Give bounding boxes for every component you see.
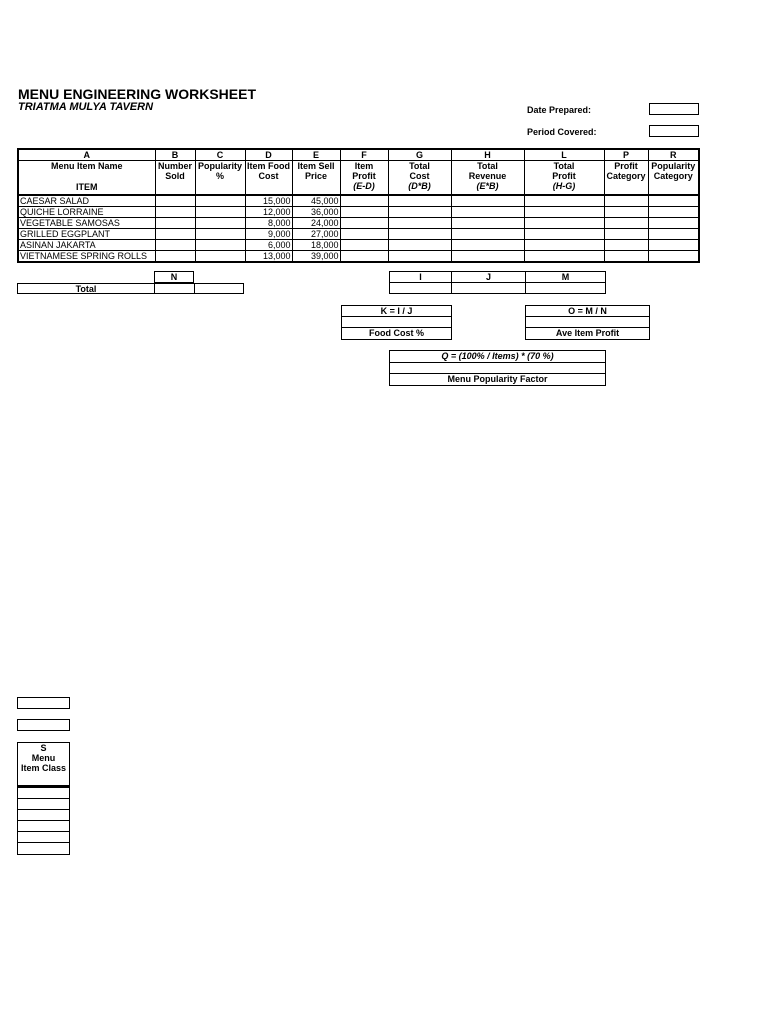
column-letter: L <box>524 149 604 161</box>
column-header <box>604 161 648 196</box>
menu-item-class-header <box>17 742 70 787</box>
item-name: QUICHE LORRAINE <box>18 207 155 218</box>
item-food-cost: 13,000 <box>245 251 292 263</box>
item-name: VIETNAMESE SPRING ROLLS <box>18 251 155 263</box>
number-sold-cell[interactable] <box>155 218 195 229</box>
column-header <box>18 161 155 196</box>
column-letter: E <box>292 149 340 161</box>
total-cost-cell[interactable] <box>388 229 451 240</box>
column-letter: R <box>648 149 699 161</box>
column-header <box>451 161 524 196</box>
header-line: Item Class <box>20 763 67 773</box>
header-line: Category <box>653 171 693 181</box>
header-line: Price <box>304 171 328 181</box>
m-label: M <box>525 271 606 283</box>
column-header <box>388 161 451 196</box>
header-line: Item Food <box>247 161 290 171</box>
total-profit-cell[interactable] <box>524 240 604 251</box>
column-header <box>292 161 340 196</box>
menu-items-table <box>17 148 700 263</box>
total-revenue-cell[interactable] <box>451 251 524 263</box>
total-revenue-sum-cell[interactable] <box>451 282 526 294</box>
header-line: Number <box>157 161 192 171</box>
header-line: Cost <box>409 171 430 181</box>
header-line: Profit <box>352 171 376 181</box>
profit-category-cell[interactable] <box>604 207 648 218</box>
menu-popularity-formula-label: Q = (100% / Items) * (70 %) <box>389 350 606 363</box>
header-line: Total <box>477 161 498 171</box>
menu-item-class-cell[interactable] <box>17 842 70 855</box>
popularity-category-cell[interactable] <box>648 251 699 263</box>
header-formula: (H-G) <box>552 181 576 191</box>
header-line: Menu <box>31 753 56 763</box>
total-cost-sum-cell[interactable] <box>389 282 452 294</box>
blank-field[interactable] <box>17 719 70 731</box>
popularity-category-cell[interactable] <box>648 240 699 251</box>
popularity-category-cell[interactable] <box>648 218 699 229</box>
total-cost-cell[interactable] <box>388 207 451 218</box>
profit-category-cell[interactable] <box>604 195 648 207</box>
header-line: Item <box>354 161 374 171</box>
column-letter: C <box>195 149 245 161</box>
column-letter: H <box>451 149 524 161</box>
table-row <box>18 195 699 207</box>
header-line: Popularity <box>197 161 242 171</box>
popularity-category-cell[interactable] <box>648 207 699 218</box>
date-prepared-label: Date Prepared: <box>527 105 592 115</box>
column-header <box>648 161 699 196</box>
popularity-cell[interactable] <box>195 251 245 263</box>
item-name: VEGETABLE SAMOSAS <box>18 218 155 229</box>
header-line: Total <box>553 161 575 171</box>
header-line: Profit <box>614 161 638 171</box>
item-sell-price: 45,000 <box>292 195 340 207</box>
j-label: J <box>451 271 526 283</box>
header-line: Total <box>409 161 430 171</box>
item-profit-cell[interactable] <box>340 207 388 218</box>
item-sell-price: 36,000 <box>292 207 340 218</box>
item-food-cost: 15,000 <box>245 195 292 207</box>
food-cost-label: Food Cost % <box>341 327 452 340</box>
column-letter: S <box>40 743 47 753</box>
item-name: GRILLED EGGPLANT <box>18 229 155 240</box>
total-label: Total <box>17 283 155 294</box>
total-cost-cell[interactable] <box>388 218 451 229</box>
date-prepared-field[interactable] <box>649 103 699 115</box>
menu-popularity-factor-label: Menu Popularity Factor <box>389 373 606 386</box>
item-profit-cell[interactable] <box>340 195 388 207</box>
column-header <box>340 161 388 196</box>
popularity-cell[interactable] <box>195 218 245 229</box>
i-label: I <box>389 271 452 283</box>
number-sold-cell[interactable] <box>155 240 195 251</box>
header-line: Profit <box>552 171 576 181</box>
total-number-sold-cell[interactable] <box>154 283 195 294</box>
number-sold-cell[interactable] <box>155 251 195 263</box>
column-letter: A <box>18 149 155 161</box>
header-line: Popularity <box>651 161 696 171</box>
column-letter: F <box>340 149 388 161</box>
item-food-cost: 9,000 <box>245 229 292 240</box>
column-header <box>155 161 195 196</box>
item-profit-cell[interactable] <box>340 240 388 251</box>
column-letter: G <box>388 149 451 161</box>
item-sell-price: 27,000 <box>292 229 340 240</box>
item-profit-cell[interactable] <box>340 218 388 229</box>
restaurant-name: TRIATMA MULYA TAVERN <box>18 101 154 113</box>
profit-category-cell[interactable] <box>604 251 648 263</box>
total-profit-sum-cell[interactable] <box>525 282 606 294</box>
item-sell-price: 39,000 <box>292 251 340 263</box>
item-sell-price: 18,000 <box>292 240 340 251</box>
popularity-cell[interactable] <box>195 195 245 207</box>
popularity-category-cell[interactable] <box>648 229 699 240</box>
item-name: CAESAR SALAD <box>18 195 155 207</box>
header-formula: (D*B) <box>408 181 431 191</box>
total-cost-cell[interactable] <box>388 240 451 251</box>
total-revenue-cell[interactable] <box>451 240 524 251</box>
header-line: Sold <box>165 171 185 181</box>
popularity-cell[interactable] <box>195 229 245 240</box>
worksheet-title: MENU ENGINEERING WORKSHEET <box>18 86 257 102</box>
profit-category-cell[interactable] <box>604 229 648 240</box>
header-line: ITEM <box>76 182 98 192</box>
number-sold-cell[interactable] <box>155 207 195 218</box>
header-line: Category <box>606 171 646 181</box>
table-row <box>18 229 699 240</box>
header-line: Item Sell <box>297 161 335 171</box>
header-line: Revenue <box>468 171 507 181</box>
period-covered-field[interactable] <box>649 125 699 137</box>
header-line <box>20 171 154 182</box>
column-letter: P <box>604 149 648 161</box>
item-sell-price: 24,000 <box>292 218 340 229</box>
item-name: ASINAN JAKARTA <box>18 240 155 251</box>
table-row <box>18 251 699 263</box>
profit-category-cell[interactable] <box>604 240 648 251</box>
total-profit-cell[interactable] <box>524 207 604 218</box>
total-popularity-cell[interactable] <box>194 283 244 294</box>
total-profit-cell[interactable] <box>524 195 604 207</box>
table-row <box>18 218 699 229</box>
total-profit-cell[interactable] <box>524 251 604 263</box>
n-label: N <box>154 271 194 283</box>
blank-field[interactable] <box>17 697 70 709</box>
header-formula: (E-D) <box>353 181 375 191</box>
header-line: % <box>215 171 224 181</box>
profit-category-cell[interactable] <box>604 218 648 229</box>
header-formula: (E*B) <box>476 181 499 191</box>
column-header <box>524 161 604 196</box>
table-row <box>18 240 699 251</box>
total-revenue-cell[interactable] <box>451 207 524 218</box>
header-line: Cost <box>258 171 279 181</box>
column-letter: B <box>155 149 195 161</box>
total-profit-cell[interactable] <box>524 218 604 229</box>
header-line: Menu Item Name <box>50 161 123 171</box>
number-sold-cell[interactable] <box>155 195 195 207</box>
total-profit-cell[interactable] <box>524 229 604 240</box>
number-sold-cell[interactable] <box>155 229 195 240</box>
column-header <box>195 161 245 196</box>
item-food-cost: 6,000 <box>245 240 292 251</box>
item-profit-cell[interactable] <box>340 251 388 263</box>
total-cost-cell[interactable] <box>388 195 451 207</box>
total-revenue-cell[interactable] <box>451 229 524 240</box>
popularity-category-cell[interactable] <box>648 195 699 207</box>
item-food-cost: 8,000 <box>245 218 292 229</box>
table-row <box>18 207 699 218</box>
column-header <box>245 161 292 196</box>
popularity-cell[interactable] <box>195 240 245 251</box>
column-letter: D <box>245 149 292 161</box>
popularity-cell[interactable] <box>195 207 245 218</box>
item-profit-cell[interactable] <box>340 229 388 240</box>
ave-item-profit-label: Ave Item Profit <box>525 327 650 340</box>
column-headers-row <box>18 161 699 196</box>
total-revenue-cell[interactable] <box>451 195 524 207</box>
total-revenue-cell[interactable] <box>451 218 524 229</box>
column-letters-row <box>18 149 699 161</box>
ave-item-profit-formula-label: O = M / N <box>525 305 650 317</box>
period-covered-label: Period Covered: <box>527 127 597 137</box>
item-food-cost: 12,000 <box>245 207 292 218</box>
total-cost-cell[interactable] <box>388 251 451 263</box>
food-cost-formula-label: K = I / J <box>341 305 452 317</box>
